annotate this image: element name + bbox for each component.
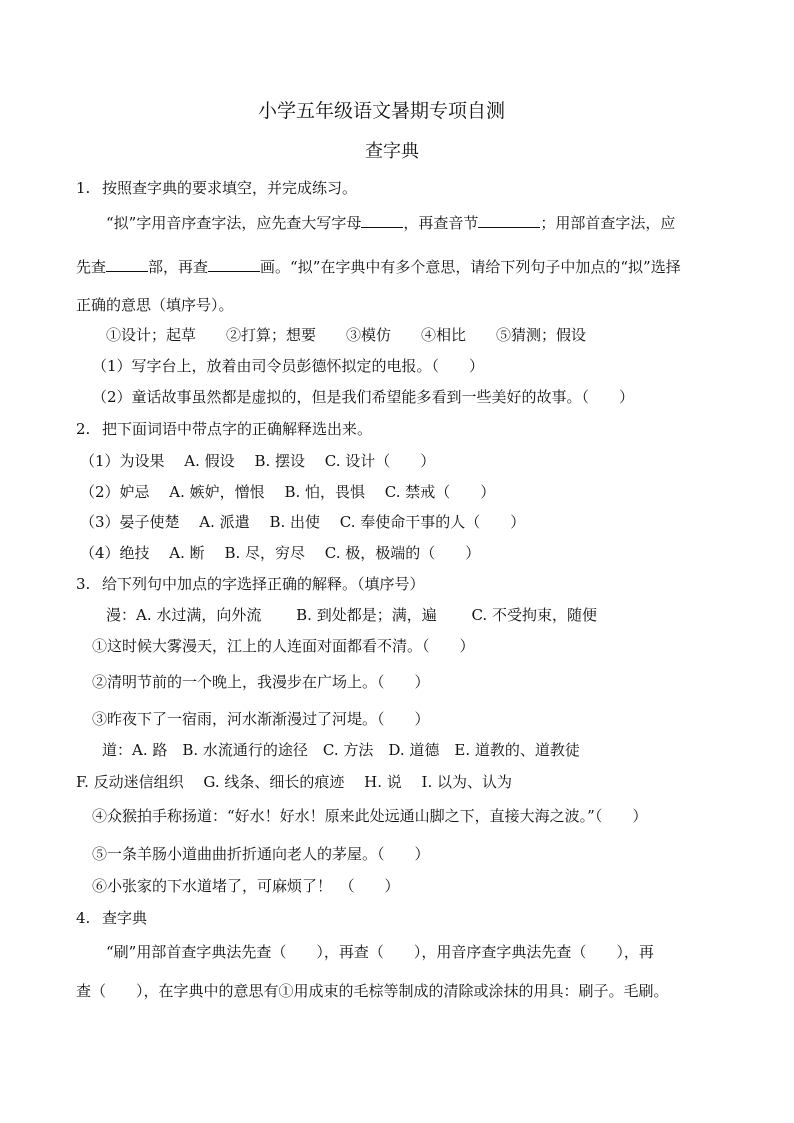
paragraph-text: ，再查音节 [403, 214, 479, 232]
question-3-sentence-6: ⑥小张家的下水道堵了，可麻烦了！ （ ） [92, 877, 400, 895]
question-3-sentence-4: ④众猴拍手称扬道：“好水！好水！原来此处远通山脚之下，直接大海之波。”（ ） [92, 807, 648, 825]
question-3-dao-definitions-2: F. 反动迷信组织 G. 线条、细长的痕迹 H. 说 I. 以为、认为 [76, 773, 512, 791]
question-2-item-4: （4）绝技 A. 断 B. 尽，穷尽 C. 极，极端的（ ） [80, 544, 481, 562]
document-title: 小学五年级语文暑期专项自测 [258, 100, 506, 122]
answer-blank[interactable] [361, 213, 403, 228]
question-1-paragraph-line-3: 正确的意思（填序号）。 [76, 296, 234, 314]
paragraph-text: “拟”字用音序查字法，应先查大写字母 [106, 214, 362, 232]
question-1-heading [76, 178, 357, 198]
question-number: 2. [76, 420, 91, 438]
paragraph-text: 画。“拟”在字典中有多个意思，请给下列句子中加点的“拟”选择 [260, 258, 681, 276]
answer-blank[interactable] [208, 257, 260, 272]
question-2-heading [76, 419, 372, 439]
question-number: 1. [76, 179, 91, 197]
question-3-sentence-1: ①这时候大雾漫天，江上的人连面对面都看不清。（ ） [92, 637, 475, 655]
question-1-options: ①设计；起草 ②打算；想要 ③模仿 ④相比 ⑤猜测；假设 [106, 326, 587, 344]
question-3-sentence-2: ②清明节前的一个晚上，我漫步在广场上。（ ） [92, 673, 430, 691]
question-number: 3. [76, 575, 91, 593]
question-1-paragraph-line-2 [76, 257, 681, 277]
question-1-sentence-1: （1）写字台上，放着由司令员彭德怀拟定的电报。（ ） [92, 357, 485, 375]
question-4-paragraph-line-1: “刷”用部首查字典法先查（ ），再查（ ），用音序查字典法先查（ ），再 [106, 943, 654, 961]
question-1-sentence-2: （2）童话故事虽然都是虚拟的，但是我们希望能多看到一些美好的故事。（ ） [92, 388, 635, 406]
paragraph-text: ；用部首查字法，应 [540, 214, 676, 232]
question-4-heading [76, 908, 147, 928]
question-3-heading [76, 574, 425, 594]
question-4-paragraph-line-2: 查（ ），在字典中的意思有①用成束的毛棕等制成的清除或涂抹的用具：刷子。毛刷。 [76, 982, 669, 1000]
question-text: 给下列句中加点的字选择正确的解释。（填序号） [102, 575, 425, 593]
question-text: 把下面词语中带点字的正确解释选出来。 [102, 420, 373, 438]
question-2-item-3: （3）晏子使楚 A. 派遣 B. 出使 C. 奉使命干事的人（ ） [80, 513, 526, 531]
question-3-man-definitions: 漫：A. 水过满，向外流 B. 到处都是；满，遍 C. 不受拘束，随便 [106, 606, 597, 624]
answer-blank[interactable] [106, 257, 148, 272]
question-3-dao-definitions-1: 道：A. 路 B. 水流通行的途径 C. 方法 D. 道德 E. 道教的、道教徒 [102, 741, 580, 759]
document-subtitle: 查字典 [365, 141, 419, 162]
paragraph-text: 部，再查 [148, 258, 209, 276]
paragraph-text: 先查 [76, 258, 107, 276]
question-2-item-1: （1）为设果 A. 假设 B. 摆设 C. 设计（ ） [80, 452, 436, 470]
question-text: 查字典 [102, 909, 148, 927]
question-number: 4. [76, 909, 91, 927]
question-2-item-2: （2）妒忌 A. 嫉妒，憎恨 B. 怕，畏惧 C. 禁戒（ ） [80, 483, 496, 501]
question-1-paragraph-line-1 [106, 213, 675, 233]
question-3-sentence-5: ⑤一条羊肠小道曲曲折折通向老人的茅屋。（ ） [92, 845, 430, 863]
question-3-sentence-3: ③昨夜下了一宿雨，河水渐渐漫过了河堤。（ ） [92, 710, 430, 728]
answer-blank[interactable] [478, 213, 540, 228]
question-text: 按照查字典的要求填空，并完成练习。 [102, 179, 358, 197]
